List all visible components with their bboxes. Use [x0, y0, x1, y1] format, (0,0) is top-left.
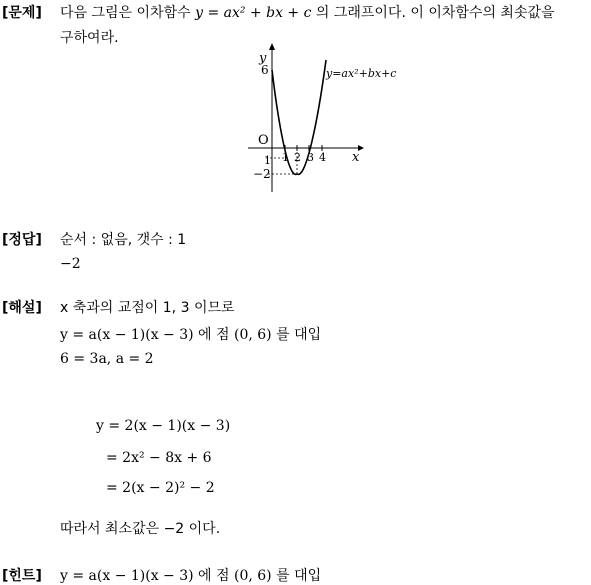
problem-line-2: 구하여라. — [60, 30, 119, 46]
solution-eq-1: y = 2(x − 1)(x − 3) — [96, 418, 231, 434]
hint-line-1: y = a(x − 1)(x − 3) 에 점 (0, 6) 를 대입 — [60, 568, 322, 584]
problem-label: [문제] — [2, 5, 42, 21]
solution-line-3: 6 = 3a, a = 2 — [60, 351, 154, 367]
y-axis-label: y — [259, 51, 267, 66]
solution-line-2: y = a(x − 1)(x − 3) 에 점 (0, 6) 를 대입 — [60, 327, 322, 343]
answer-line-1: 순서 : 없음, 갯수 : 1 — [60, 232, 187, 248]
solution-label: [해설] — [2, 300, 42, 316]
x-tick-1: 1 — [282, 151, 289, 164]
x-tick-4: 4 — [319, 151, 326, 164]
solution-eq-3: = 2(x − 2)² − 2 — [106, 480, 215, 496]
curve-label: y=ax²+bx+c — [326, 67, 397, 80]
problem-equation: y = ax² + bx + c — [195, 5, 312, 21]
x-tick-2: 2 — [294, 151, 301, 164]
solution-conclusion: 따라서 최소값은 −2 이다. — [60, 521, 221, 537]
hint-label: [힌트] — [2, 568, 42, 584]
problem-line-1-pre: 다음 그림은 이차함수 — [60, 5, 191, 21]
problem-line-1 — [60, 2, 555, 22]
parabola-graph — [240, 40, 420, 200]
answer-label: [정답] — [2, 232, 42, 248]
problem-line-1-post: 의 그래프이다. 이 이차함수의 최솟값을 — [315, 5, 555, 21]
solution-eq-2: = 2x² − 8x + 6 — [106, 450, 212, 466]
x-tick-3: 3 — [307, 151, 314, 164]
y-tick-6: 6 — [261, 63, 269, 77]
y-axis-arrow — [269, 43, 275, 50]
origin-label: O — [258, 133, 269, 148]
x-axis-label: x — [352, 150, 360, 165]
answer-value: −2 — [60, 256, 81, 272]
solution-line-1: x 축과의 교점이 1, 3 이므로 — [60, 300, 235, 316]
y-tick-1: 1 — [264, 154, 271, 167]
y-tick-neg2: −2 — [253, 167, 271, 181]
